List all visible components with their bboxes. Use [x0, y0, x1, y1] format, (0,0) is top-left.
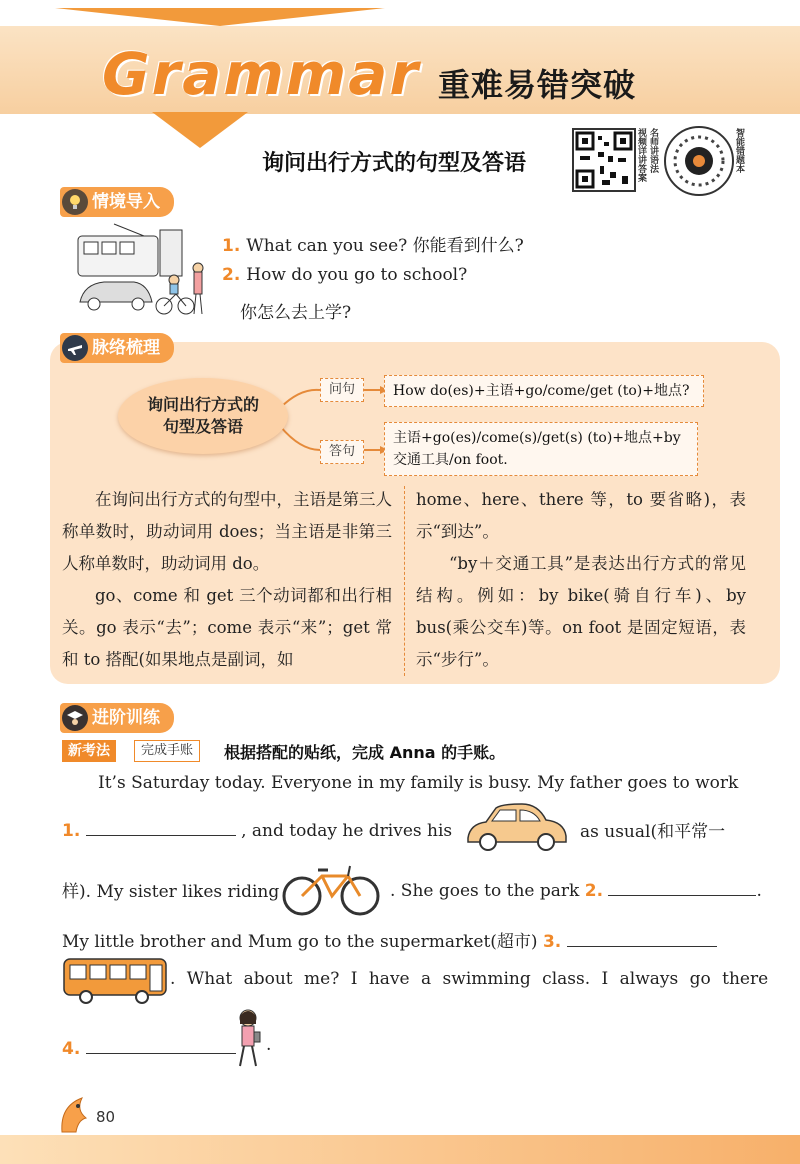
question-1-text: What can you see? 你能看到什么? [246, 236, 524, 256]
blank-4[interactable] [86, 1035, 236, 1054]
new-method-tag: 新考法 [62, 740, 116, 762]
explanation-left-p1: 在询问出行方式的句型中，主语是第三人称单数时，助动词用 does；当主语是非第三人称单数时，助动词用 do。 [62, 490, 392, 573]
explanation-right-p2: “by＋交通工具”是表达出行方式的常见结构。例如：by bike(骑自行车)、by bus(乘公交车)等。on foot 是固定短语，表示“步行”。 [416, 554, 746, 669]
answer-formula [384, 422, 698, 476]
question-formula: How do(es)+主语+go/come/get (to)+地点? [384, 375, 704, 407]
blank-2[interactable] [608, 877, 756, 896]
column-divider [404, 486, 405, 676]
explanation-left [62, 484, 392, 676]
blank-3[interactable] [567, 928, 717, 947]
blank-1-number: 1. [62, 821, 81, 841]
question-1 [222, 231, 524, 256]
question-2-number: 2. [222, 265, 241, 285]
exercise-line-2-text: , and today he drives his [241, 821, 453, 841]
explanation-left-p2: go、come 和 get 三个动词都和出行相关。go 表示“去”；come 表示“来”；get 常和 to 搭配(如果地点是副词，如 [62, 586, 392, 669]
exercise-line-1: It’s Saturday today. Everyone in my family is busy. My father goes to work [98, 773, 739, 793]
bike-sticker [282, 858, 382, 918]
exercise-line-2 [62, 817, 452, 841]
oval-line-2: 句型及答语 [162, 417, 243, 436]
page-number: 80 [96, 1108, 116, 1126]
answer-formula-line-1: 主语+go(es)/come(s)/get(s) (to)+地点+by [393, 430, 681, 446]
qr-pattern-icon [574, 130, 634, 190]
exercise-line-3-end [390, 877, 762, 901]
explanation-right [416, 484, 746, 676]
round-qr-icon [666, 128, 732, 194]
header-triangle-top [55, 8, 385, 26]
qr-label-video: 视频详讲答案 [636, 128, 646, 182]
car-sticker [462, 800, 572, 852]
exercise-type-tag: 完成手账 [134, 740, 200, 762]
period-2: . [756, 881, 762, 901]
exercise-line-2-end: as usual(和平常一 [580, 822, 726, 842]
explanation-right-p1: home、here、there 等，to 要省略)，表示“到达”。 [416, 490, 746, 541]
exercise-line-5: . What about me? I have a swimming class. I always go there [170, 969, 769, 989]
blank-1[interactable] [86, 817, 236, 836]
question-2 [222, 265, 467, 285]
qr-label-teacher: 名师讲语法 [648, 128, 658, 173]
exercise-line-3-text: . She goes to the park [390, 881, 580, 901]
blank-4-number: 4. [62, 1039, 81, 1059]
bus-sticker [62, 955, 170, 1005]
tag-label-summary: 脉络梳理 [92, 338, 160, 358]
street-scene-image [74, 222, 214, 322]
grammar-title: Grammar [102, 40, 420, 108]
lightbulb-icon [62, 189, 88, 215]
question-label-box: 问句 [320, 378, 364, 402]
tag-label-training: 进阶训练 [92, 708, 160, 728]
tag-label-situation: 情境导入 [92, 192, 160, 212]
footer-band [0, 1135, 800, 1164]
question-2-chinese: 你怎么去上学? [240, 303, 352, 323]
blank-3-number: 3. [542, 932, 562, 952]
walking-girl-sticker [232, 1008, 266, 1074]
exercise-line-3: 样). My sister likes riding [62, 882, 280, 902]
blank-2-number: 2. [584, 881, 604, 901]
qr-label-wrong-book: 智能错题本 [734, 128, 744, 173]
topic-oval [118, 378, 288, 454]
exercise-line-6 [62, 1035, 236, 1059]
header-triangle-bottom [152, 112, 248, 148]
oval-line-1: 询问出行方式的 [146, 395, 259, 414]
exercise-line-4-text: My little brother and Mum go to the supermarket(超市) [62, 932, 538, 952]
qr-code-wrong-questions[interactable] [664, 126, 734, 196]
period-4: . [266, 1035, 272, 1055]
question-1-number: 1. [222, 236, 241, 256]
exercise-instruction: 根据搭配的贴纸，完成 Anna 的手账。 [224, 743, 506, 762]
exercise-line-4 [62, 927, 717, 952]
header-chinese-title: 重难易错突破 [438, 66, 637, 104]
dolphin-icon [56, 1092, 96, 1142]
answer-formula-line-2: 交通工具/on foot. [393, 452, 508, 468]
question-2-text: How do you go to school? [246, 265, 468, 285]
graduate-icon [62, 705, 88, 731]
answer-label-box: 答句 [320, 440, 364, 464]
section-title: 询问出行方式的句型及答语 [262, 151, 527, 176]
airplane-icon [62, 335, 88, 361]
qr-code-video[interactable] [572, 128, 636, 192]
